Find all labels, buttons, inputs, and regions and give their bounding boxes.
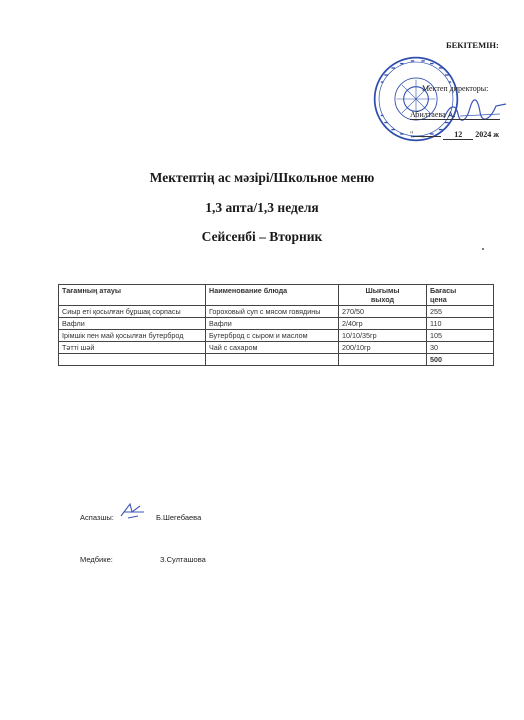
cell-empty <box>206 354 339 366</box>
header-yield <box>339 285 427 306</box>
date-day: 12 <box>443 130 473 140</box>
nurse-name: З.Султашова <box>160 555 206 564</box>
table-row <box>59 330 494 342</box>
day-heading: Сейсенбі – Вторник <box>201 229 323 244</box>
cook-label: Аспазшы: <box>80 513 114 522</box>
header-yield-text: Шығымы выход <box>365 286 400 304</box>
cell-kk: Ірімшік пен май қосылған бутерброд <box>59 330 206 342</box>
cook-signature <box>118 500 148 522</box>
table-header-row <box>59 285 494 306</box>
cell-price: 30 <box>427 342 494 354</box>
cell-yield: 2/40гр <box>339 318 427 330</box>
cell-price: 110 <box>427 318 494 330</box>
header-price-text: Бағасы цена <box>430 286 457 304</box>
cell-price: 105 <box>427 330 494 342</box>
cook-name: Б.Шегебаева <box>156 513 202 522</box>
menu-table <box>58 284 494 366</box>
cell-kk: Сиыр еті қосылған бұршақ сорпасы <box>59 306 206 318</box>
cell-yield: 10/10/35гр <box>339 330 427 342</box>
menu-title: Мектептің ас мәзірі/Школьное меню <box>149 170 375 185</box>
header-price <box>427 285 494 306</box>
cell-empty <box>339 354 427 366</box>
date-blank <box>413 136 441 137</box>
cell-yield: 270/50 <box>339 306 427 318</box>
header-kk-name: Тағамның атауы <box>59 285 206 306</box>
cell-ru: Чай с сахаром <box>206 342 339 354</box>
cell-kk: Вафли <box>59 318 206 330</box>
cell-price: 255 <box>427 306 494 318</box>
cell-empty <box>59 354 206 366</box>
header-ru-name: Наименование блюда <box>206 285 339 306</box>
total-price: 500 <box>427 354 494 366</box>
cell-yield: 200/10гр <box>339 342 427 354</box>
date-year: 2024 ж <box>475 130 500 139</box>
nurse-label: Медбике: <box>80 555 113 564</box>
approval-date <box>410 130 499 140</box>
table-total-row <box>59 354 494 366</box>
director-label: Мектеп директоры: <box>422 84 489 93</box>
director-name: Абилтаева А. <box>410 110 500 120</box>
cell-kk: Тәтті шәй <box>59 342 206 354</box>
cell-ru: Гороховый суп с мясом говядины <box>206 306 339 318</box>
cell-ru: Бутерброд с сыром и маслом <box>206 330 339 342</box>
table-row <box>59 306 494 318</box>
table-row <box>59 342 494 354</box>
cell-ru: Вафли <box>206 318 339 330</box>
approval-title: БЕКІТЕМІН: <box>446 40 499 50</box>
week-heading: 1,3 апта/1,3 неделя <box>205 200 319 215</box>
date-quote: " <box>410 130 414 139</box>
table-row <box>59 318 494 330</box>
stray-dot <box>482 248 484 250</box>
